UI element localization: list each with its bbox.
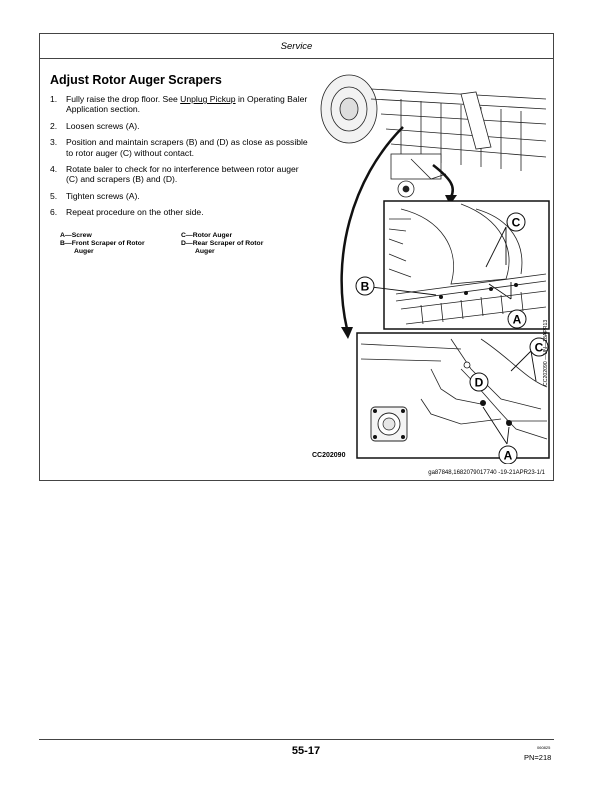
legend-item-b-cont: Auger [74, 248, 94, 255]
procedure-title: Adjust Rotor Auger Scrapers [50, 73, 222, 87]
legend-column-right [181, 232, 299, 256]
step-4 [50, 164, 310, 185]
footer-divider [39, 739, 554, 740]
step-text: Rotate baler to check for no interference between rotor auger (C) and scrapers (B) and (D). [66, 164, 299, 185]
step-number: 6. [50, 207, 58, 218]
step-number: 3. [50, 137, 58, 148]
step-text: Repeat procedure on the other side. [66, 207, 204, 218]
procedure-content [50, 73, 310, 224]
arrow-head-long [341, 327, 353, 339]
page-number: 55-17 [291, 745, 321, 757]
procedure-steps [50, 94, 310, 218]
page-small-code: 060825 [537, 745, 551, 750]
step-text: Position and maintain scrapers (B) and (D) as close as possible to rotor auger (C) without contact. [66, 137, 308, 158]
step-text: Loosen screws (A). [66, 120, 140, 131]
step-6 [50, 207, 310, 217]
callout-b: B [360, 279, 370, 294]
legend-item-b: B—Front Scraper of Rotor [60, 240, 145, 247]
step-2 [50, 121, 310, 131]
legend-item-a: A—Screw [60, 232, 92, 239]
step-number: 5. [50, 190, 58, 201]
callout-d: D [474, 375, 484, 390]
callout-a-top: A [512, 312, 522, 327]
step-text: Fully raise the drop floor. See [66, 94, 181, 104]
legend-item-c: C—Rotor Auger [181, 232, 233, 239]
step-5 [50, 191, 310, 201]
step-1 [50, 94, 310, 115]
baler-overview-drawing [321, 75, 546, 197]
figure-vertical-reference: CC202090 —UN—18APR13 [543, 319, 549, 386]
callout-a-bottom: A [503, 448, 513, 463]
step-text-after: in Operating Baler Application section. [66, 94, 308, 115]
document-reference: ga87848,1682079017740 -19-21APR23-1/1 [428, 470, 545, 476]
step-number: 4. [50, 164, 58, 175]
legend-column-left [60, 232, 178, 256]
step-number: 2. [50, 120, 58, 131]
legend-item-d: D—Rear Scraper of Rotor [181, 240, 264, 247]
legend-item-d-cont: Auger [195, 248, 215, 255]
step-text: Tighten screws (A). [66, 190, 140, 201]
unplug-pickup-link[interactable]: Unplug Pickup [180, 94, 236, 104]
step-3 [50, 137, 310, 158]
step-number: 1. [50, 94, 58, 104]
callout-c-bottom: C [534, 340, 544, 355]
detail-front-scraper [356, 201, 549, 329]
pn-number: PN=218 [524, 753, 552, 762]
section-header: Service [40, 34, 553, 59]
detail-rear-scraper [357, 333, 549, 464]
figure-code: CC202090 [312, 452, 346, 459]
rotor-auger-illustration [311, 69, 551, 464]
callout-c-top: C [511, 215, 521, 230]
service-frame [39, 33, 554, 481]
